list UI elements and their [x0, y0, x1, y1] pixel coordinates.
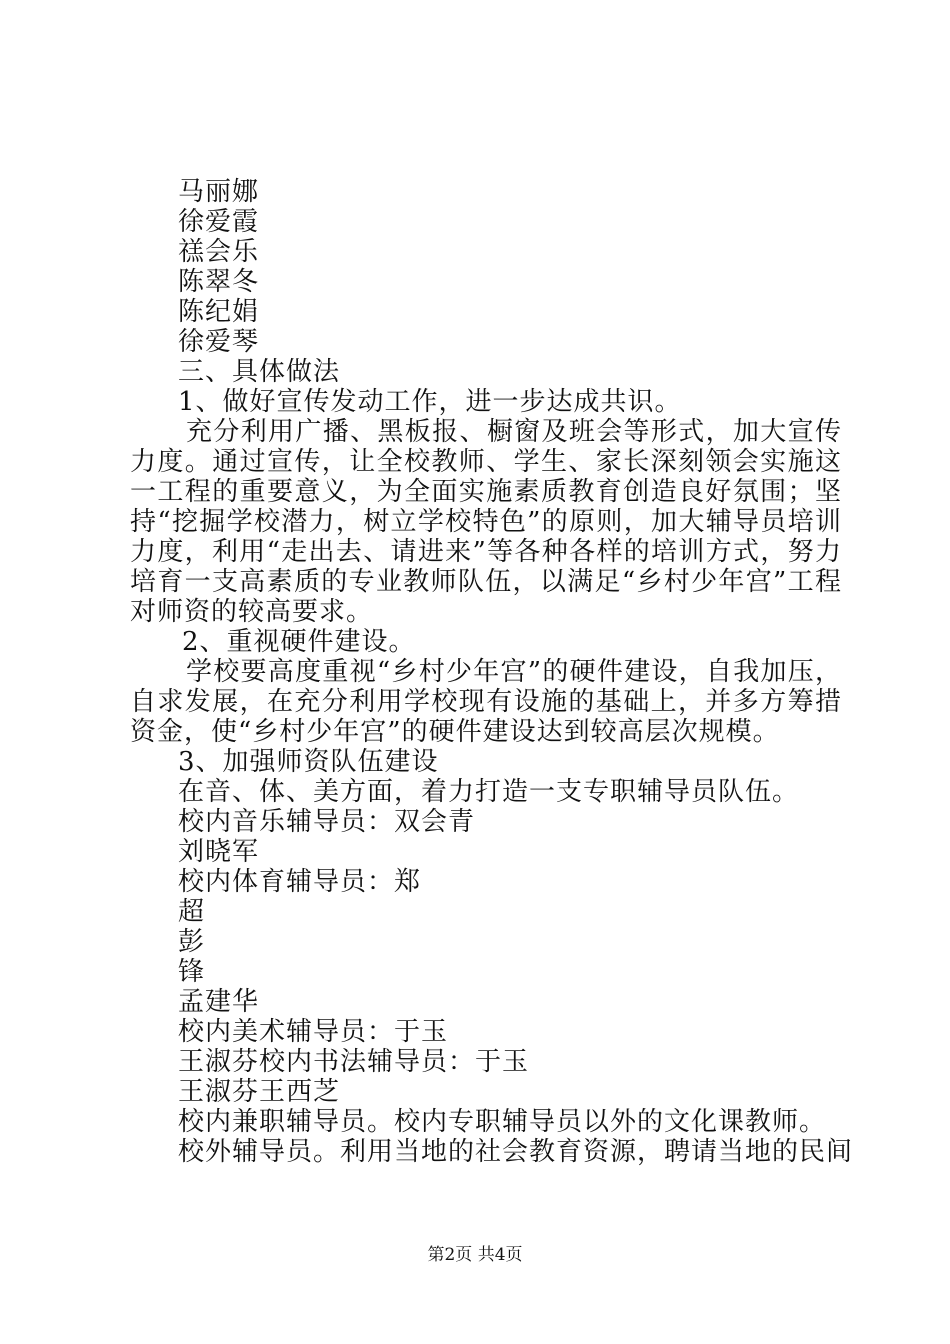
text-line: 在音、体、美方面，着力打造一支专职辅导员队伍。 [178, 777, 800, 807]
text-line: 刘晓军 [178, 837, 260, 867]
name-line: 陈纪娟 [178, 297, 260, 327]
item-heading: 2、重视硬件建设。 [182, 627, 416, 657]
text-line: 校内美术辅导员：于玉 [178, 1017, 449, 1047]
name-line: 禚会乐 [178, 237, 260, 267]
name-line: 陈翠冬 [178, 267, 260, 297]
text-line: 彭 [178, 927, 206, 957]
item-heading: 1、做好宣传发动工作，进一步达成共识。 [178, 387, 682, 417]
paragraph: 学校要高度重视“乡村少年宫”的硬件建设，自我加压，自求发展，在充分利用学校现有设施的基础上，并多方筹措资金，使“乡村少年宫”的硬件建设达到较高层次规模。 [130, 657, 842, 747]
text-line: 校内兼职辅导员。校内专职辅导员以外的文化课教师。 [178, 1107, 827, 1137]
text-line: 王淑芬王西芝 [178, 1077, 341, 1107]
text-line: 王淑芬校内书法辅导员：于玉 [178, 1047, 530, 1077]
text-line: 孟建华 [178, 987, 260, 1017]
name-line: 徐爱琴 [178, 327, 260, 357]
text-line: 校内体育辅导员：郑 [178, 867, 422, 897]
section-heading: 三、具体做法 [178, 357, 341, 387]
name-line: 徐爱霞 [178, 207, 260, 237]
text-line: 校内音乐辅导员：双会青 [178, 807, 476, 837]
text-line: 校外辅导员。利用当地的社会教育资源，聘请当地的民间 [178, 1137, 854, 1167]
page-footer: 第2页 共4页 [427, 1245, 523, 1265]
name-line: 马丽娜 [178, 177, 260, 207]
paragraph: 充分利用广播、黑板报、橱窗及班会等形式，加大宣传力度。通过宣传，让全校教师、学生、家长深刻领会实施这一工程的重要意义，为全面实施素质教育创造良好氛围；坚持“挖掘学校潜力，树立学校特色”的原则，加大辅导员培训力度，利用“走出去、请进来”等各种各样的培训方式，努力培育一支高素质的专业教师队伍，以满足“乡村少年宫”工程对师资的较高要求。 [130, 417, 842, 627]
text-line: 锋 [178, 957, 206, 987]
text-line: 超 [178, 897, 206, 927]
document-body [130, 177, 854, 1167]
item-heading: 3、加强师资队伍建设 [178, 747, 439, 777]
